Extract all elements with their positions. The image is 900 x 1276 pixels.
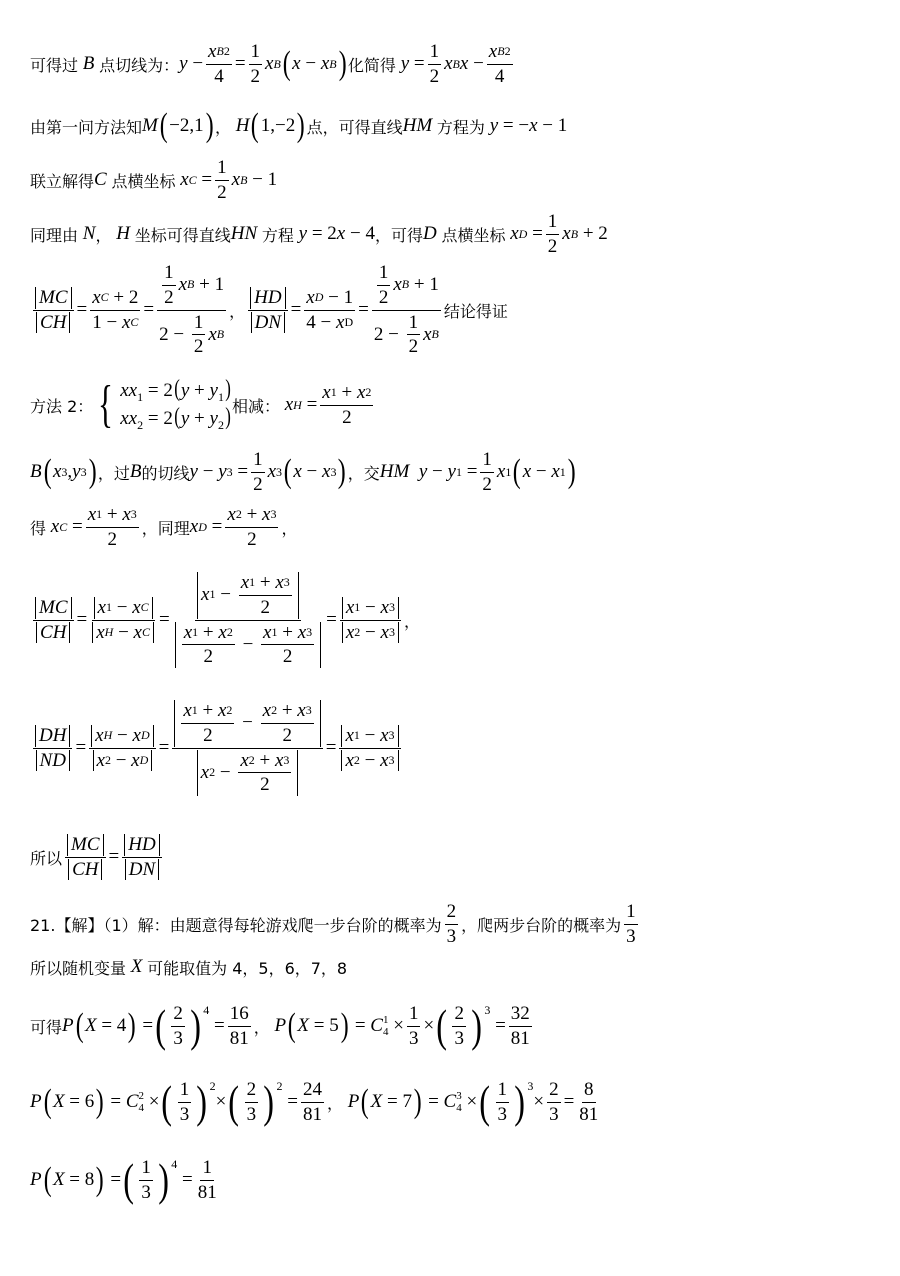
equation: P ( X = 5 ) = C 1 4 × $\frac{1}{3}$ × ( $\frac{2}{3}$ ) $^3$ = $\frac{32}{81}$	[269, 1000, 530, 1051]
text: ，	[214, 117, 231, 137]
line-method2	[30, 372, 880, 438]
equation: P ( X = 7 ) = C 3 4 × ( $\frac{1}{3}$ ) $^3$ × $\frac{2}{3}$ = $\frac{8}{81}$	[342, 1076, 599, 1127]
math: H	[111, 223, 130, 244]
math: $\frac{1}{3}$	[626, 900, 636, 947]
text: 同理由	[30, 225, 79, 245]
text: 点，可得直线	[306, 117, 403, 137]
math: x C = $\frac{1}{2}$ x B − 1	[175, 156, 278, 203]
line-p6-p7	[30, 1072, 880, 1132]
text: ，	[253, 1017, 270, 1037]
line-conclusion	[30, 824, 880, 890]
line-hm	[30, 107, 880, 144]
text: 得	[30, 518, 47, 538]
math: $\frac{2}{3}$	[446, 900, 457, 947]
text: 方法 2：	[30, 396, 94, 416]
text: 点横坐标	[111, 171, 176, 191]
math: x D = $\frac{1}{2}$ x B + 2	[505, 210, 608, 257]
math: y = 2 x − 4	[293, 223, 375, 244]
math: N	[78, 223, 96, 244]
equation-system: { $xx_1 = 2(y + y_1)$ $xx_2 = 2(y + y_2)$	[98, 376, 231, 433]
text: ，同理	[141, 518, 190, 538]
equation: P ( X = 4 ) = ( $\frac{2}{3}$ ) $^4$ = $\frac{16}{81}$	[62, 1000, 249, 1051]
text: 联立解得	[30, 171, 95, 191]
line-p4-p5	[30, 996, 880, 1056]
text: ，可得	[374, 225, 423, 245]
math: y = − x − 1	[484, 115, 568, 136]
math: HM	[402, 115, 433, 136]
line-xd	[30, 208, 880, 260]
equation: y − y 3 = $\frac{1}{2}$ x 3 ( x − x 3 )	[189, 448, 347, 495]
text: 所以	[30, 848, 63, 868]
text: 点横坐标	[441, 225, 506, 245]
text: 由第一问方法知	[30, 117, 143, 137]
equation: x C = x 1 + x 3 2	[46, 503, 137, 550]
text: 可能取值为 4，5，6，7，8	[147, 958, 348, 978]
line-q21-intro	[30, 896, 880, 952]
text: 可得	[30, 1017, 63, 1037]
equation: $\frac{MC}{CH}$ = x 1 − x C x H − x C = x 1 − x 1 + x 3 2 x 1 + x 2 2 − x 1 + x 3 2 = x 1 − x 3 x 2 − x 3	[30, 572, 404, 668]
math: HN	[230, 223, 258, 244]
text: ，过	[97, 463, 130, 483]
math: X	[126, 956, 148, 977]
text: 21.【解】（1）解：由题意得每轮游戏爬一步台阶的概率为	[30, 915, 442, 935]
line-tangent-b3	[30, 446, 880, 498]
text: 的切线	[141, 463, 190, 483]
text: ，	[403, 611, 420, 631]
line-x-values	[30, 952, 880, 982]
text: 方程	[261, 225, 294, 245]
line-tangent-b	[30, 32, 880, 96]
math: M ( −2,1 )	[142, 107, 214, 144]
text: 点切线为：	[99, 55, 180, 75]
text: 化简得	[347, 55, 396, 75]
equation: y − x B 2 4 = $\frac{1}{2}$ x B ( x − x B )	[179, 40, 347, 87]
math: C	[94, 169, 107, 190]
text: ，	[326, 1093, 343, 1113]
text: ，爬两步台阶的概率为	[461, 915, 622, 935]
line-dh-nd	[30, 690, 880, 806]
text: ，	[95, 225, 112, 245]
equation: x H = x 1 + x 2 2	[279, 381, 372, 428]
equation: $\frac{HD}{DN}$ = x D − 1 4 − x D = $\frac{1}{2}$ x B + 1 2 − $\frac{1}{2}$ x B	[245, 262, 444, 358]
line-ratio-proof	[30, 261, 880, 358]
text: ，	[281, 518, 298, 538]
equation: y = $\frac{1}{2}$ x B x − x B 2 4	[395, 40, 511, 87]
line-mc-ch	[30, 562, 880, 678]
equation: $\frac{DH}{ND}$ = x H − x D x 2 − x D = x 1 + x 2 2 − x 2 + x 3 2 x 2 − x 2 + x 3 2 = x 1 − x 3 x 2 − x 3	[30, 700, 404, 796]
equation: x D = x 2 + x 3 2	[189, 503, 277, 550]
equation: $\frac{MC}{CH}$ = $\frac{HD}{DN}$	[62, 834, 165, 881]
text: 相减：	[231, 396, 280, 416]
text: 所以随机变量	[30, 958, 127, 978]
text: ，交	[347, 463, 380, 483]
math: H ( 1,−2 )	[235, 107, 305, 144]
equation: P ( X = 6 ) = C 2 4 × ( $\frac{1}{3}$ ) $^2$ × ( $\frac{2}{3}$ ) $^2$ = $\frac{24}{81}$	[30, 1076, 322, 1127]
equation: HM y − y 1 = $\frac{1}{2}$ x 1 ( x − x 1 )	[379, 448, 576, 495]
math: B	[129, 461, 142, 482]
math: B ( x 3 , y 3 )	[30, 453, 97, 490]
text: 结论得证	[443, 301, 508, 321]
text: 方程为	[436, 117, 485, 137]
math: B	[78, 53, 100, 74]
text: 坐标可得直线	[134, 225, 231, 245]
line-xc-xd	[30, 500, 880, 554]
math: D	[422, 223, 437, 244]
line-p8	[30, 1150, 880, 1210]
text: ，	[229, 301, 246, 321]
equation: P ( X = 8 ) = ( $\frac{1}{3}$ ) $^4$ = $\frac{1}{81}$	[30, 1154, 217, 1205]
equation: $\frac{MC}{CH}$ = x C + 2 1 − x C = $\frac{1}{2}$ x B + 1 2 − $\frac{1}{2}$ x B	[30, 262, 229, 358]
line-xc	[30, 154, 880, 206]
text: 可得过	[30, 55, 79, 75]
